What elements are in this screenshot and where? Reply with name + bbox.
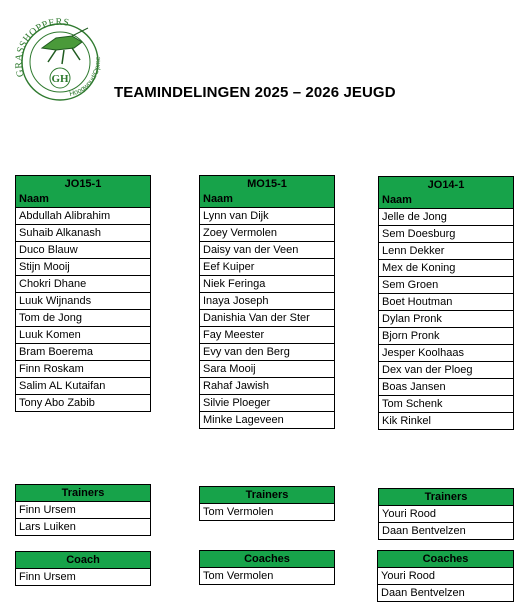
column-header: Naam (200, 192, 334, 207)
trainers-table-mo15-1 (199, 486, 335, 521)
player-row: Inaya Joseph (200, 292, 334, 309)
player-row: Zoey Vermolen (200, 224, 334, 241)
player-row: Boas Jansen (379, 378, 513, 395)
coach-table-mo15-1 (199, 550, 335, 585)
grasshopper-icon (42, 28, 88, 64)
player-row: Sem Groen (379, 276, 513, 293)
player-row: Danishia Van der Ster (200, 309, 334, 326)
player-row: Evy van den Berg (200, 343, 334, 360)
trainers-label: Trainers (200, 487, 334, 503)
trainer-row: Tom Vermolen (200, 503, 334, 520)
player-row: Duco Blauw (16, 241, 150, 258)
team-table-jo15-1 (15, 175, 151, 412)
player-row: Suhaib Alkanash (16, 224, 150, 241)
player-row: Tony Abo Zabib (16, 394, 150, 411)
player-row: Jesper Koolhaas (379, 344, 513, 361)
player-row: Sem Doesburg (379, 225, 513, 242)
player-row: Sara Mooij (200, 360, 334, 377)
page-title: TEAMINDELINGEN 2025 – 2026 JEUGD (114, 84, 396, 101)
column-header: Naam (379, 193, 513, 208)
player-row: Chokri Dhane (16, 275, 150, 292)
logo-monogram: GH (51, 73, 69, 85)
player-row: Lynn van Dijk (200, 207, 334, 224)
coach-row: Finn Ursem (16, 568, 150, 585)
player-row: Mex de Koning (379, 259, 513, 276)
coach-row: Tom Vermolen (200, 567, 334, 584)
coach-label: Coaches (378, 551, 513, 567)
trainers-label: Trainers (379, 489, 513, 505)
team-name: JO15-1 (16, 176, 150, 192)
coach-label: Coaches (200, 551, 334, 567)
column-header: Naam (16, 192, 150, 207)
player-row: Luuk Komen (16, 326, 150, 343)
player-row: Salim AL Kutaifan (16, 377, 150, 394)
player-row: Eef Kuiper (200, 258, 334, 275)
player-row: Stijn Mooij (16, 258, 150, 275)
player-row: Jelle de Jong (379, 208, 513, 225)
trainer-row: Lars Luiken (16, 518, 150, 535)
trainers-table-jo14-1 (378, 488, 514, 540)
coach-row: Daan Bentvelzen (378, 584, 513, 601)
player-row: Tom de Jong (16, 309, 150, 326)
coach-label: Coach (16, 552, 150, 568)
trainers-table-jo15-1 (15, 484, 151, 536)
player-row: Luuk Wijnands (16, 292, 150, 309)
player-row: Boet Houtman (379, 293, 513, 310)
team-table-jo14-1 (378, 176, 514, 430)
club-logo (12, 14, 108, 104)
player-row: Bjorn Pronk (379, 327, 513, 344)
trainer-row: Finn Ursem (16, 501, 150, 518)
logo-ring-text: GRASSHOPPERS (13, 16, 71, 79)
team-name: MO15-1 (200, 176, 334, 192)
coach-table-jo14-1 (377, 550, 514, 602)
team-name: JO14-1 (379, 177, 513, 193)
player-row: Rahaf Jawish (200, 377, 334, 394)
player-row: Abdullah Alibrahim (16, 207, 150, 224)
player-row: Kik Rinkel (379, 412, 513, 429)
trainer-row: Daan Bentvelzen (379, 522, 513, 539)
coach-row: Youri Rood (378, 567, 513, 584)
player-row: Bram Boerema (16, 343, 150, 360)
player-row: Silvie Ploeger (200, 394, 334, 411)
player-row: Niek Feringa (200, 275, 334, 292)
coach-table-jo15-1 (15, 551, 151, 586)
player-row: Minke Lageveen (200, 411, 334, 428)
player-row: Lenn Dekker (379, 242, 513, 259)
player-row: Fay Meester (200, 326, 334, 343)
logo-sub-text: Hoogwoud/Opme (68, 56, 103, 99)
trainer-row: Youri Rood (379, 505, 513, 522)
team-table-mo15-1 (199, 175, 335, 429)
player-row: Dylan Pronk (379, 310, 513, 327)
player-row: Tom Schenk (379, 395, 513, 412)
trainers-label: Trainers (16, 485, 150, 501)
player-row: Daisy van der Veen (200, 241, 334, 258)
player-row: Finn Roskam (16, 360, 150, 377)
player-row: Dex van der Ploeg (379, 361, 513, 378)
